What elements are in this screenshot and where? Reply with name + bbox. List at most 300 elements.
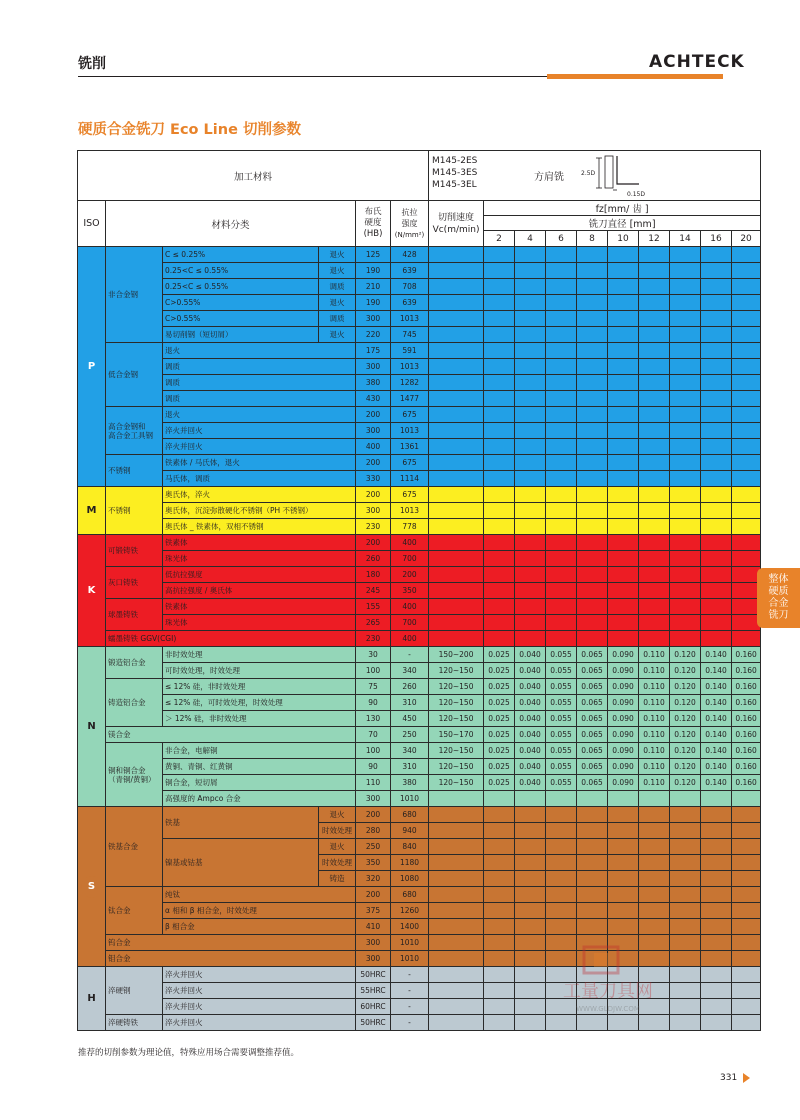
fz-value [515, 503, 546, 519]
fz-value [701, 919, 732, 935]
fz-value [515, 391, 546, 407]
fz-value [608, 423, 639, 439]
fz-value [546, 951, 577, 967]
footnote: 推荐的切削参数为理论值，特殊应用场合需要调整推荐值。 [78, 1048, 300, 1058]
fz-value [732, 887, 761, 903]
fz-value [515, 423, 546, 439]
hardness-value: 30 [356, 647, 391, 663]
table-row [78, 679, 761, 695]
table-row [78, 759, 761, 775]
fz-value [515, 599, 546, 615]
fz-value: 0.140 [701, 695, 732, 711]
tensile-value: 778 [391, 519, 429, 535]
tensile-value: 400 [391, 535, 429, 551]
cutting-speed-value: 120~150 [429, 711, 484, 727]
fz-value: 0.090 [608, 775, 639, 791]
fz-value [608, 855, 639, 871]
fz-value: 0.065 [577, 743, 608, 759]
cutting-speed-value: 120~150 [429, 743, 484, 759]
subgroup-name: 淬硬铸铁 [106, 1015, 163, 1031]
hardness-value: 200 [356, 455, 391, 471]
fz-value [577, 983, 608, 999]
fz-value [546, 391, 577, 407]
fz-value [515, 1015, 546, 1031]
iso-cell-K [78, 535, 106, 647]
header-accent-bar [547, 74, 723, 79]
tensile-value: 380 [391, 775, 429, 791]
fz-value: 0.140 [701, 711, 732, 727]
fz-value [515, 967, 546, 983]
hardness-line-2: 硬度 [364, 218, 382, 228]
fz-value [639, 887, 670, 903]
fz-value [732, 983, 761, 999]
fz-value [577, 279, 608, 295]
fz-value: 0.120 [670, 679, 701, 695]
fz-value [701, 951, 732, 967]
material-desc: C>0.55% [163, 311, 319, 327]
fz-value [701, 791, 732, 807]
table-row [78, 295, 761, 311]
hardness-value: 50HRC [356, 967, 391, 983]
hardness-value: 220 [356, 327, 391, 343]
cutting-speed-value: 120~150 [429, 759, 484, 775]
fz-value [670, 1015, 701, 1031]
operation-label: 方肩铣 [534, 172, 565, 183]
fz-value: 0.055 [546, 647, 577, 663]
speed-line-1: 切削速度 [438, 212, 475, 223]
fz-value [639, 855, 670, 871]
cutting-speed-value: 120~150 [429, 663, 484, 679]
tensile-value: 1010 [391, 951, 429, 967]
fz-value [484, 935, 515, 951]
table-row [78, 887, 761, 903]
table-row [78, 343, 761, 359]
iso-cell-M [78, 487, 106, 535]
fz-value [639, 279, 670, 295]
fz-value: 0.160 [732, 647, 761, 663]
cutting-speed-value [429, 791, 484, 807]
hardness-value: 190 [356, 263, 391, 279]
material-desc: 淬火并回火 [163, 999, 356, 1015]
fz-value: 0.120 [670, 775, 701, 791]
fz-value [732, 791, 761, 807]
diameter-8: 8 [577, 231, 608, 247]
fz-value: 0.055 [546, 695, 577, 711]
subgroup-name: 锻造铝合金 [106, 647, 163, 679]
fz-value: 0.065 [577, 711, 608, 727]
iso-cell-S [78, 807, 106, 967]
fz-value [732, 551, 761, 567]
fz-value [701, 471, 732, 487]
material-desc: 易切削钢（短切屑） [163, 327, 319, 343]
material-desc: 0.25<C ≤ 0.55% [163, 263, 319, 279]
fz-value: 0.040 [515, 759, 546, 775]
fz-value [484, 519, 515, 535]
fz-value [484, 919, 515, 935]
material-desc: 淬火并回火 [163, 439, 356, 455]
fz-value: 0.025 [484, 679, 515, 695]
fz-value [546, 327, 577, 343]
hardness-value: 375 [356, 903, 391, 919]
fz-value: 0.040 [515, 711, 546, 727]
table-row [78, 391, 761, 407]
fz-value [546, 871, 577, 887]
hardness-value: 200 [356, 487, 391, 503]
fz-value [639, 567, 670, 583]
fz-value [484, 631, 515, 647]
fz-value [670, 407, 701, 423]
fz-value [484, 871, 515, 887]
fz-value [546, 423, 577, 439]
hardness-value: 200 [356, 535, 391, 551]
fz-value [732, 471, 761, 487]
subgroup-name: 铜和铜合金 （青铜/黄铜） [106, 743, 163, 807]
cutting-speed-value [429, 279, 484, 295]
table-row [78, 583, 761, 599]
cutting-speed-value [429, 599, 484, 615]
fz-header: fz[mm/ 齿 ] [484, 201, 761, 216]
fz-value: 0.065 [577, 727, 608, 743]
table-row [78, 903, 761, 919]
fz-value [670, 839, 701, 855]
fz-value [515, 455, 546, 471]
fz-value [701, 1015, 732, 1031]
fz-value [515, 311, 546, 327]
table-row [78, 327, 761, 343]
cutting-parameter-table [77, 150, 761, 1031]
fz-value [732, 903, 761, 919]
fz-value: 0.090 [608, 711, 639, 727]
fz-value [701, 407, 732, 423]
fz-value [484, 823, 515, 839]
fz-value: 0.055 [546, 663, 577, 679]
cutting-speed-value [429, 503, 484, 519]
fz-value [577, 935, 608, 951]
fz-value [515, 791, 546, 807]
fz-value [732, 823, 761, 839]
diameter-20: 20 [732, 231, 761, 247]
fz-value [701, 247, 732, 263]
fz-value [577, 887, 608, 903]
fz-value [546, 583, 577, 599]
material-desc: C>0.55% [163, 295, 319, 311]
fz-value [732, 807, 761, 823]
fz-value: 0.120 [670, 663, 701, 679]
subgroup-name: 淬硬钢 [106, 967, 163, 1015]
fz-value [670, 551, 701, 567]
hardness-value: 260 [356, 551, 391, 567]
fz-value [732, 1015, 761, 1031]
table-row [78, 807, 761, 823]
fz-value: 0.040 [515, 743, 546, 759]
fz-value [546, 1015, 577, 1031]
fz-value [577, 551, 608, 567]
fz-value [484, 423, 515, 439]
table-row [78, 919, 761, 935]
fz-value [577, 967, 608, 983]
fz-value [670, 503, 701, 519]
cutting-parameter-table-wrap [77, 150, 757, 1031]
heat-treatment: 调质 [319, 279, 356, 295]
fz-value [608, 247, 639, 263]
fz-value [732, 343, 761, 359]
heat-treatment: 退火 [319, 807, 356, 823]
hardness-line-1: 布氏 [364, 207, 382, 217]
hardness-value: 50HRC [356, 1015, 391, 1031]
material-desc: 调质 [163, 359, 356, 375]
fz-value [484, 791, 515, 807]
table-row [78, 263, 761, 279]
material-desc: C ≤ 0.25% [163, 247, 319, 263]
cutting-speed-value [429, 471, 484, 487]
fz-value [670, 439, 701, 455]
table-row [78, 999, 761, 1015]
subgroup-name: 钛合金 [106, 887, 163, 935]
fz-value: 0.055 [546, 775, 577, 791]
fz-value [484, 375, 515, 391]
fz-value [546, 247, 577, 263]
material-desc: 非合金，电解铜 [163, 743, 356, 759]
fz-value [577, 615, 608, 631]
cutting-speed-value [429, 247, 484, 263]
fz-value [732, 855, 761, 871]
fz-value: 0.140 [701, 775, 732, 791]
hardness-header [356, 201, 391, 247]
subgroup-name: 不锈钢 [106, 487, 163, 535]
material-desc: 铁素体 / 马氏体，退火 [163, 455, 356, 471]
table-row [78, 647, 761, 663]
fz-value [515, 919, 546, 935]
tensile-line-3: (N/mm²) [394, 230, 425, 239]
fz-value [639, 407, 670, 423]
hardness-value: 200 [356, 887, 391, 903]
fz-value [732, 999, 761, 1015]
fz-value [670, 983, 701, 999]
fz-value [515, 839, 546, 855]
fz-value [515, 327, 546, 343]
material-desc: ≤ 12% 硅，可时效处理，时效处理 [163, 695, 356, 711]
tensile-value: 1013 [391, 423, 429, 439]
iso-badge-H: H [81, 988, 103, 1010]
fz-value [546, 615, 577, 631]
tensile-value: 639 [391, 295, 429, 311]
fz-value [484, 951, 515, 967]
tensile-value: 1013 [391, 359, 429, 375]
fz-value [670, 343, 701, 359]
table-row [78, 375, 761, 391]
fz-value [639, 455, 670, 471]
fz-value [670, 887, 701, 903]
fz-value [670, 311, 701, 327]
fz-value [484, 615, 515, 631]
tensile-value: 1180 [391, 855, 429, 871]
fz-value: 0.090 [608, 647, 639, 663]
fz-value [577, 343, 608, 359]
fz-value [484, 327, 515, 343]
fz-value [515, 263, 546, 279]
fz-value [639, 599, 670, 615]
fz-value: 0.040 [515, 727, 546, 743]
table-row [78, 983, 761, 999]
tensile-value: 428 [391, 247, 429, 263]
fz-value [515, 823, 546, 839]
fz-value [670, 823, 701, 839]
hardness-value: 90 [356, 695, 391, 711]
fz-value [484, 903, 515, 919]
material-desc: 黄铜、青铜、红黄铜 [163, 759, 356, 775]
fz-value: 0.110 [639, 775, 670, 791]
fz-value: 0.110 [639, 663, 670, 679]
fz-value [484, 599, 515, 615]
hardness-line-3: (HB) [363, 229, 383, 239]
fz-value [546, 983, 577, 999]
hardness-value: 300 [356, 423, 391, 439]
table-row [78, 519, 761, 535]
fz-value [608, 327, 639, 343]
chapter-tab[interactable] [757, 568, 800, 628]
fz-value: 0.090 [608, 663, 639, 679]
fz-value [577, 919, 608, 935]
fz-value [577, 1015, 608, 1031]
fz-value: 0.065 [577, 679, 608, 695]
fz-value [670, 791, 701, 807]
fz-value [639, 535, 670, 551]
fz-value: 0.120 [670, 647, 701, 663]
fz-value [577, 823, 608, 839]
material-desc: 珠光体 [163, 551, 356, 567]
cutting-speed-value [429, 391, 484, 407]
model-2: M145-3ES [432, 168, 478, 178]
cutting-speed-value [429, 295, 484, 311]
fz-value [670, 919, 701, 935]
fz-value [515, 375, 546, 391]
tensile-value: 675 [391, 455, 429, 471]
heat-treatment: 调质 [319, 311, 356, 327]
fz-value: 0.025 [484, 647, 515, 663]
fz-value [670, 807, 701, 823]
fz-value [515, 519, 546, 535]
table-row [78, 567, 761, 583]
fz-value [639, 583, 670, 599]
fz-value [515, 887, 546, 903]
iso-badge-K: K [81, 580, 103, 602]
fz-value [577, 599, 608, 615]
fz-value [577, 487, 608, 503]
fz-value [484, 983, 515, 999]
fz-value: 0.040 [515, 647, 546, 663]
fz-value [608, 375, 639, 391]
fz-value [608, 631, 639, 647]
fz-value [701, 439, 732, 455]
tensile-value: 1013 [391, 503, 429, 519]
fz-value [515, 615, 546, 631]
fz-value [670, 391, 701, 407]
tensile-value: 940 [391, 823, 429, 839]
fz-value [670, 999, 701, 1015]
fz-value [639, 807, 670, 823]
fz-value [577, 391, 608, 407]
fz-value [732, 919, 761, 935]
hardness-value: 410 [356, 919, 391, 935]
fz-value [701, 615, 732, 631]
table-row [78, 615, 761, 631]
fz-value [577, 807, 608, 823]
heat-treatment: 退火 [319, 263, 356, 279]
fz-value [732, 423, 761, 439]
fz-value [608, 535, 639, 551]
material-desc: 奥氏体 _ 铁素体，双相不锈钢 [163, 519, 356, 535]
tensile-line-1: 抗拉 [401, 207, 418, 217]
tensile-value: 675 [391, 487, 429, 503]
fz-value [701, 631, 732, 647]
tensile-value: 1010 [391, 791, 429, 807]
tensile-value: 1114 [391, 471, 429, 487]
fz-value [639, 247, 670, 263]
fz-value: 0.120 [670, 711, 701, 727]
cutting-speed-value [429, 871, 484, 887]
fz-value [701, 295, 732, 311]
fz-value [515, 935, 546, 951]
fz-value [701, 375, 732, 391]
subgroup-name: 蠕墨铸铁 GGV(CGI) [106, 631, 356, 647]
fz-value [608, 999, 639, 1015]
fz-value [484, 359, 515, 375]
table-row [78, 407, 761, 423]
cutting-speed-value [429, 1015, 484, 1031]
fz-value [484, 455, 515, 471]
fz-value [608, 455, 639, 471]
tensile-value: 1013 [391, 311, 429, 327]
fz-value [546, 823, 577, 839]
hardness-value: 300 [356, 503, 391, 519]
tensile-value: 745 [391, 327, 429, 343]
tensile-value: - [391, 983, 429, 999]
cutting-speed-header [429, 201, 484, 247]
hardness-value: 430 [356, 391, 391, 407]
tensile-value: 1477 [391, 391, 429, 407]
tensile-value: 1010 [391, 935, 429, 951]
table-row [78, 503, 761, 519]
material-desc: 退火 [163, 343, 356, 359]
fz-value [546, 551, 577, 567]
subgroup-name: 铸造铝合金 [106, 679, 163, 727]
material-desc: 奥氏体，沉淀弥散硬化不锈钢（PH 不锈钢） [163, 503, 356, 519]
hardness-value: 250 [356, 839, 391, 855]
cutting-speed-value [429, 359, 484, 375]
fz-value [608, 519, 639, 535]
fz-value [577, 247, 608, 263]
fz-value [701, 535, 732, 551]
cutting-speed-value [429, 551, 484, 567]
model-1: M145-2ES [432, 156, 478, 166]
fz-value [608, 599, 639, 615]
fz-value [608, 391, 639, 407]
tensile-value: 675 [391, 407, 429, 423]
tensile-value: 680 [391, 887, 429, 903]
cutting-speed-value [429, 583, 484, 599]
table-row [78, 695, 761, 711]
fz-value [484, 343, 515, 359]
diameter-14: 14 [670, 231, 701, 247]
fz-value [577, 583, 608, 599]
fz-value [546, 535, 577, 551]
cutting-speed-value [429, 407, 484, 423]
fz-value [608, 487, 639, 503]
fz-value [515, 903, 546, 919]
fz-value [484, 407, 515, 423]
cutting-speed-value [429, 887, 484, 903]
tensile-value: - [391, 1015, 429, 1031]
